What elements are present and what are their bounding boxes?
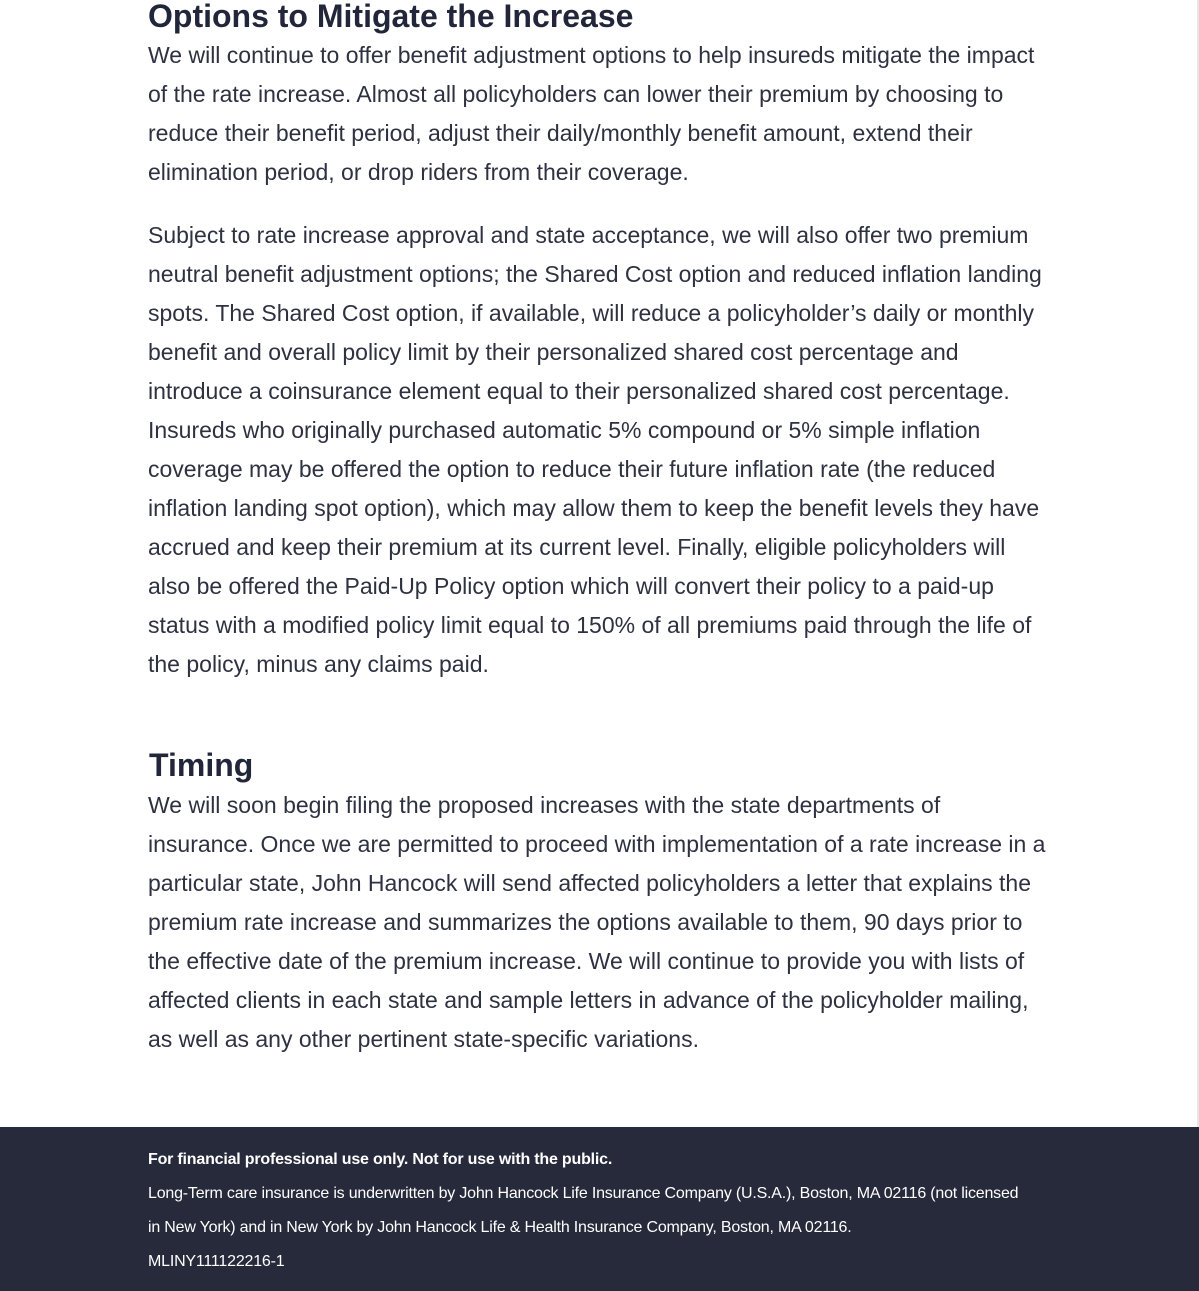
footer-legal-text: Long-Term care insurance is underwritten by John Hancock Life Insurance Company (U.S.A.), Boston, MA 02116 (not licensed in New York) and in New York by John Hancock Life & Health Insurance Company, Boston, MA 02116. <box>148 1185 1019 1236</box>
mitigation-paragraph-1: We will continue to offer benefit adjustment options to help insureds mitigate the impact of the rate increase. Almost all policyholders can lower their premium by choosing to reduce their benefit period, adjust their daily/monthly benefit amount, extend their elimination period, or drop riders from their coverage. <box>148 42 1035 185</box>
page-footer <box>0 1127 1199 1291</box>
footer-text-block <box>148 1149 1028 1279</box>
mitigation-paragraph-2: Subject to rate increase approval and state acceptance, we will also offer two premium neutral benefit adjustment options; the Shared Cost option and reduced inflation landing spots. The Shared Cost option, if available, will reduce a policyholder’s daily or monthly benefit and overall policy limit by their personalized shared cost percentage and introduce a coinsurance element equal to their personalized shared cost percentage. Insureds who originally purchased automatic 5% compound or 5% simple inflation coverage may be offered the option to reduce their future inflation rate (the reduced inflation landing spot option), which may allow them to keep the benefit levels they have accrued and keep their premium at its current level. Finally, eligible policyholders will also be offered the Paid-Up Policy option which will convert their policy to a paid-up status with a modified policy limit equal to 150% of all premiums paid through the life of the policy, minus any claims paid. <box>148 222 1042 677</box>
footer-document-code: MLINY111122216-1 <box>148 1253 285 1270</box>
footer-disclaimer-lead: For financial professional use only. Not for use with the public. <box>148 1151 613 1168</box>
section-heading-mitigation: Options to Mitigate the Increase <box>148 0 634 34</box>
section-heading-timing: Timing <box>149 747 254 783</box>
timing-paragraph: We will soon begin filing the proposed increases with the state departments of insurance. Once we are permitted to proceed with implementation of a rate increase in a particular state, John Hancock will send affected policyholders a letter that explains the premium rate increase and summarizes the options available to them, 90 days prior to the effective date of the premium increase. We will continue to provide you with lists of affected clients in each state and sample letters in advance of the policyholder mailing, as well as any other pertinent state-specific variations. <box>148 792 1046 1052</box>
